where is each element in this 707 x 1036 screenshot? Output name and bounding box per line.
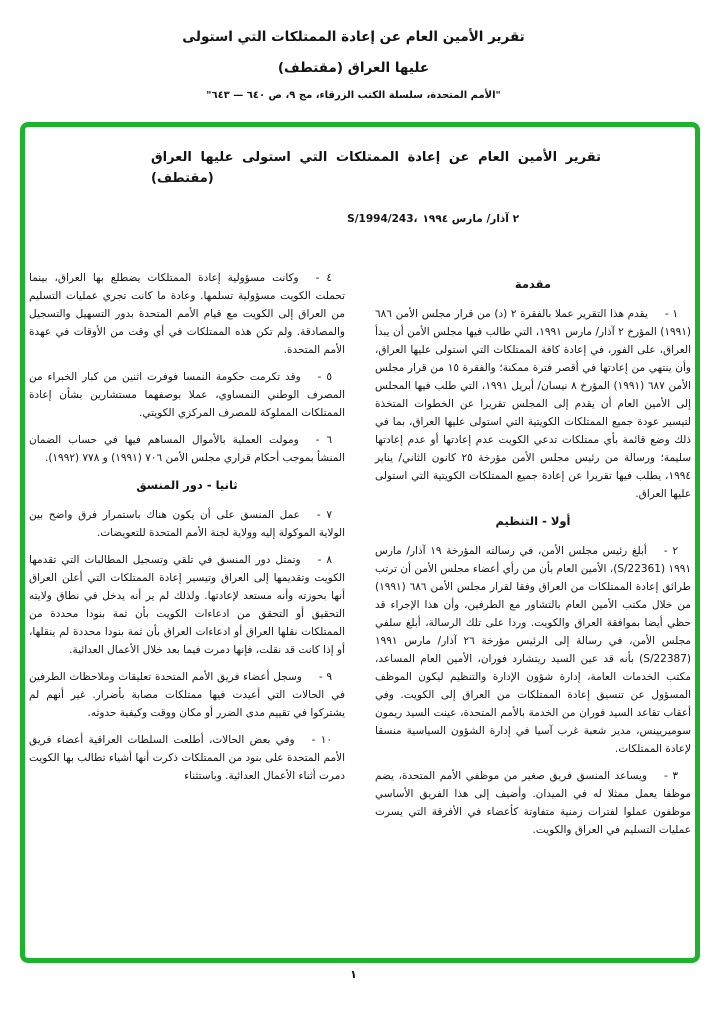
column-right <box>375 269 691 848</box>
paragraph-6-number: ٦ - <box>315 434 332 446</box>
paragraph-3 <box>375 767 691 839</box>
excerpt-title-main: تقرير الأمين العام عن إعادة الممتلكات التي استولى عليها العراق <box>151 150 601 165</box>
paragraph-5 <box>29 368 345 422</box>
paragraph-3-number: ٣ - <box>663 770 678 782</box>
paragraph-5-number: ٥ - <box>317 371 332 383</box>
paragraph-7-text: عمل المنسق على أن يكون هناك باستمرار فرق واضح بين الولاية الموكولة إليه وولاية لجنة الأمم المتحدة للتعويضات. <box>29 509 345 539</box>
paragraph-5-text: وقد تكرمت حكومة النمسا فوفرت اثنين من كبار الخبراء من المصرف الوطني النمساوي، عملا بوصفهما مستشارين بشأن إعادة الممتلكات المملوكة للمصرف المركزي الكويتي. <box>29 371 345 419</box>
paragraph-4 <box>29 269 345 359</box>
paragraph-4-number: ٤ - <box>315 272 332 284</box>
paragraph-7 <box>29 506 345 542</box>
paragraph-10-number: ١٠ - <box>311 734 332 746</box>
document-date: ٢ آذار/ مارس ١٩٩٤ <box>422 213 519 225</box>
paragraph-8 <box>29 551 345 659</box>
document-symbol: S/1994/243، <box>347 213 418 225</box>
paragraph-2-number: ٢ - <box>663 545 678 557</box>
header-title-line2: عليها العراق (مقتطف) <box>277 60 430 76</box>
paragraph-7-number: ٧ - <box>316 509 332 521</box>
paragraph-1-text: يقدم هذا التقرير عملا بالفقرة ٢ (د) من قرار مجلس الأمن ٦٨٦ (١٩٩١) المؤرخ ٢ آذار/ مارس ١٩٩١، التي طالب فيها مجلس الأمن أن يبدأ العراق، على الفور، في إعادة كافة الممتلكات التي استولى عليها العراق، وأن ينتهي من إعادتها في أقصر فترة ممكنة؛ والفقرة ١٥ من قرار مجلس الأمن ٦٨٧ (١٩٩١) المؤرخ ٨ نيسان/ أبريل ١٩٩١، التي طلب فيها المجلس إلى الأمين العام أن يقدم إلى المجلس تقريرا عن الخطوات المتخذة لتيسير عودة جميع الممتلكات الكويتية التي استولى عليها العراق، بما في ذلك وضع قائمة بأي ممتلكات تدعي الكويت عدم إعادتها أو عدم إعادتها سليمة؛ ورسالة من رئيس مجلس الأمن مؤرخة ٢٥ كانون الثاني/ يناير ١٩٩٤، يطلب فيها تقريرا عن إعادة جميع الممتلكات الكويتية التي استولى عليها العراق. <box>375 308 692 500</box>
column-left <box>29 269 345 848</box>
paragraph-9-number: ٩ - <box>318 671 332 683</box>
document-symbol-line <box>347 213 519 225</box>
paragraph-6 <box>29 431 345 467</box>
paragraph-9-text: وسجل أعضاء فريق الأمم المتحدة تعليقات وملاحظات الطرفين في الحالات التي أعيدت فيها ممتلكات مصابة بأضرار. غير أنهم لم يشتركوا في تقييم مدى الضرر أو مكان ووقت وكيفية حدوثه. <box>29 671 345 719</box>
paragraph-6-text: ومولت العملية بالأموال المساهم فيها في حساب الضمان المنشأ بموجب أحكام قراري مجلس الأمن ٧٠٦ (١٩٩١) و ٧٧٨ (١٩٩٢). <box>29 434 345 464</box>
excerpt-title-suffix: (مقتطف) <box>151 171 214 186</box>
paragraph-8-number: ٨ - <box>317 554 332 566</box>
heading-coordinator-role: ثانيا - دور المنسق <box>136 478 238 492</box>
two-column-body <box>25 269 695 848</box>
paragraph-8-text: وتمثل دور المنسق في تلقي وتسجيل المطالبات التي تقدمها الكويت وتقديمها إلى العراق وتيسير إعادة الممتلكات التي أعلن العراق أنها بحوزته وأنه مستعد لإعادتها. ولذلك لم ير أنه يدخل في نطاق ولايته التحقيق أو التحقق من ادعاءات الكويت بأن ثمة بنودا محددة من الممتلكات نقلها العراق أو ادعاءات العراق بأن ثمة بنودا محددة لم ينقلها، أو إذا كانت قد نقلت، فإنها دمرت فيما بعد خلال الأعمال العدائية. <box>29 554 345 656</box>
paragraph-2-text: أبلغ رئيس مجلس الأمن، في رسالته المؤرخة ١٩ آذار/ مارس ١٩٩١ (S/22361)، الأمين العام بأن من رأي أعضاء مجلس الأمن أن ترتب طرائق إعادة الممتلكات من العراق وفقا لقرار مجلس الأمن ٦٨٦ (١٩٩١) من خلال مكتب الأمين العام بالتشاور مع الطرفين، وأن هذا الإجراء قد حظي أيضا بموافقة العراق والكويت. وردا على تلك الرسالة، أبلغ سلفي مجلس الأمن، في رسالة إلى الرئيس مؤرخة ٢٦ آذار/ مارس ١٩٩١ (S/22387) بأنه قد عين السيد ريتشارد فوران، الأمين العام المساعد، مكتب الخدمات العامة، إدارة شؤون الإدارة والتنظيم ليكون الموظف المسؤول عن تنسيق إعادة الممتلكات من العراق إلى الكويت. وفي أعقاب تقاعد السيد فوران من الخدمة بالأمم المتحدة، عينت السيد ريمون سوميريينس، مدير شعبة غرب آسيا في إدارة الشؤون السياسية منسقا لإعادة الممتلكات. <box>375 545 692 755</box>
paragraph-10 <box>29 731 345 785</box>
paragraph-2 <box>375 542 691 758</box>
paragraph-9 <box>29 668 345 722</box>
page-number: ١ <box>350 968 357 981</box>
heading-introduction: مقدمة <box>514 277 552 291</box>
paragraph-10-text: وفي بعض الحالات، أطلعت السلطات العراقية أعضاء فريق الأمم المتحدة على بنود من الممتلكات ذكرت أنها أشياء تطالب بها الكويت دمرت أثناء الأعمال العدائية. وباستثناء <box>29 734 345 782</box>
header-title-line1: تقرير الأمين العام عن إعادة الممتلكات التي استولى <box>182 29 525 45</box>
paragraph-1 <box>375 305 691 503</box>
header-source-line: "الأمم المتحدة، سلسلة الكتب الزرقاء، مج ٩، ص ٦٤٠ — ٦٤٣" <box>206 90 501 101</box>
excerpt-box <box>20 122 700 963</box>
document-header <box>0 0 707 103</box>
heading-organization: أولا - التنظيم <box>495 514 571 528</box>
paragraph-4-text: وكانت مسؤولية إعادة الممتلكات يضطلع بها العراق، بينما تحملت الكويت مسؤولية تسلمها. وعادة ما كانت تجري عمليات التسليم من العراق إلى الكويت مع قيام الأمم المتحدة بدور التسهيل والتسجيل والمصادقة. ولم تكن هذه الممتلكات في أي وقت من الأوقات في عهدة الأمم المتحدة. <box>29 272 345 356</box>
paragraph-3-text: ويساعد المنسق فريق صغير من موظفي الأمم المتحدة، يضم موظفا يعمل ممثلا له في الميدان. وأضيف إلى هذا الفريق الأساسي موظفون عملوا لفترات زمنية متفاوتة كأعضاء في الأفرقة التي يسرت عمليات التسليم في العراق والكويت. <box>375 770 691 836</box>
paragraph-1-number: ١ - <box>664 308 678 320</box>
excerpt-title <box>151 147 601 189</box>
